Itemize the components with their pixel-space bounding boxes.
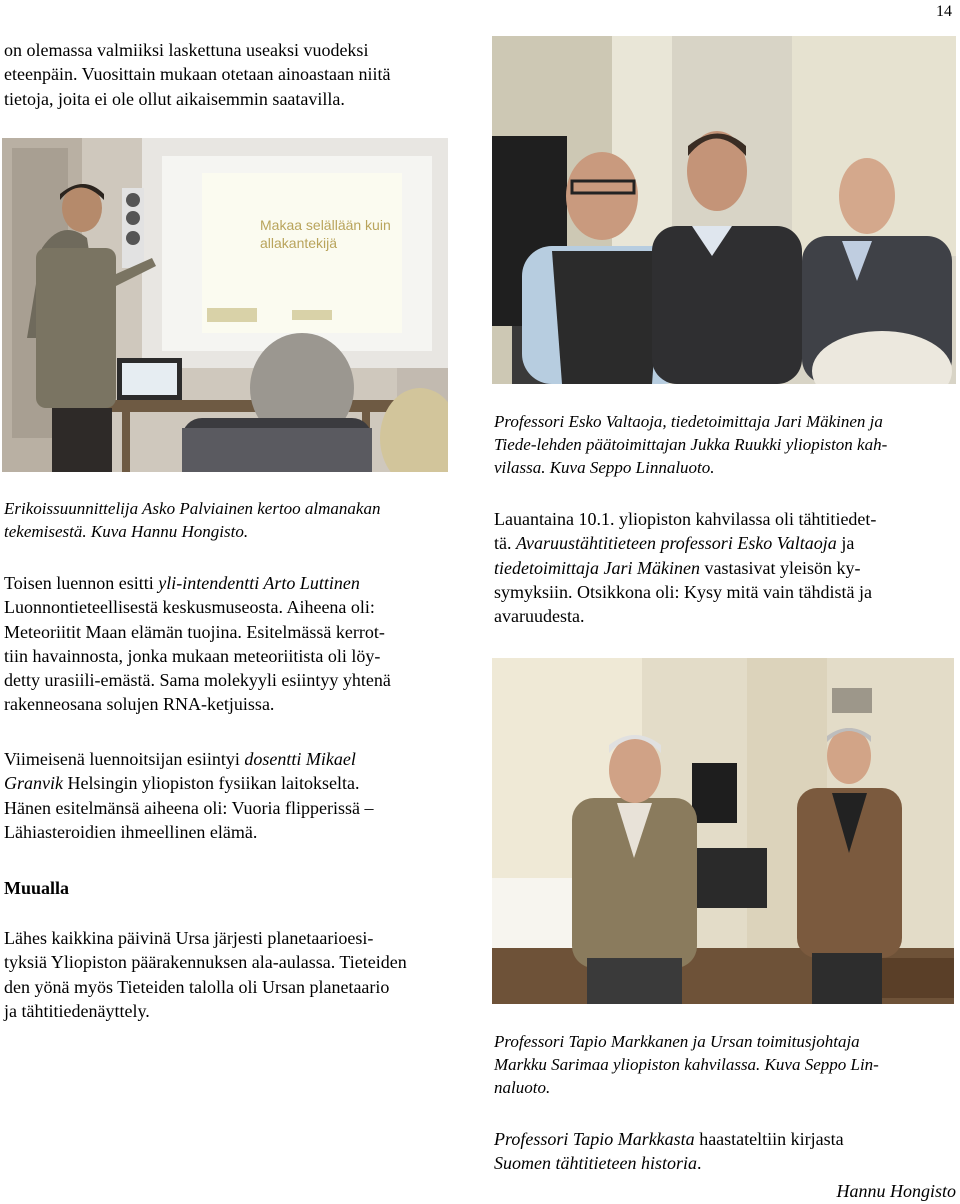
slide-line-1: Makaa selällään kuin xyxy=(260,217,391,233)
text-line: Lähiasteroidien ihmeellinen elämä. xyxy=(4,821,258,842)
text-line: Meteoriitit Maan elämän tuojina. Esitelmässä kerrot- xyxy=(4,621,385,642)
text-line: detty urasiili-emästä. Sama molekyyli esiintyy yhtenä xyxy=(4,670,391,691)
text-line: Suomen tähtitieteen historia. xyxy=(494,1153,702,1174)
text-line: ja tähtitiedenäyttely. xyxy=(4,1000,150,1021)
caption-photo-3 xyxy=(494,1030,879,1100)
caption-line: naluoto. xyxy=(494,1078,551,1098)
text-line: rakenneosana solujen RNA-ketjuissa. xyxy=(4,694,275,715)
text-line: tä. Avaruustähtitieteen professori Esko Valtaoja ja xyxy=(494,533,855,554)
signature: Hannu Hongisto xyxy=(836,1181,956,1201)
text-line: symyksiin. Otsikkona oli: Kysy mitä vain tähdistä ja xyxy=(494,581,872,602)
paragraph-luttinen xyxy=(4,571,391,717)
caption-line: Professori Tapio Markkanen ja Ursan toimitusjohtaja xyxy=(494,1032,860,1051)
text-line: tietoja, joita ei ole ollut aikaisemmin saatavilla. xyxy=(4,88,345,109)
text-line: eteenpäin. Vuosittain mukaan otetaan ainoastaan niitä xyxy=(4,64,391,85)
text-line: Toisen luennon esitti yli-intendentti Arto Luttinen xyxy=(4,573,360,593)
text-line: on olemassa valmiiksi laskettuna useaksi vuodeksi xyxy=(4,40,369,60)
text-line: Lauantaina 10.1. yliopiston kahvilassa oli tähtitiedet- xyxy=(494,509,877,529)
photo-lecturer-presentation xyxy=(2,138,448,472)
text-line: tiin havainnosta, jonka mukaan meteoriitista oli löy- xyxy=(4,645,381,666)
caption-line: tekemisestä. Kuva Hannu Hongisto. xyxy=(4,522,249,542)
text-line: tyksiä Yliopiston päärakennuksen ala-aulassa. Tieteiden xyxy=(4,952,407,973)
text-line: Luonnontieteellisestä keskusmuseosta. Aiheena oli: xyxy=(4,597,375,618)
section-heading: Muualla xyxy=(4,878,70,898)
text-line: avaruudesta. xyxy=(494,606,585,627)
caption-line: vilassa. Kuva Seppo Linnaluoto. xyxy=(494,458,715,478)
text-line: Viimeisenä luennoitsijan esiintyi dosentti Mikael xyxy=(4,749,356,769)
paragraph-muualla xyxy=(4,926,407,1023)
text-line: den yönä myös Tieteiden talolla oli Ursan planetaario xyxy=(4,976,390,997)
paragraph-markkanen xyxy=(494,1127,844,1176)
slide-line-2: allakantekijä xyxy=(260,235,338,251)
caption-line: Tiede-lehden päätoimittajan Jukka Ruukki yliopiston kah- xyxy=(494,435,888,455)
text-line: Hänen esitelmänsä aiheena oli: Vuoria flipperissä – xyxy=(4,797,374,818)
caption-line: Professori Esko Valtaoja, tiedetoimittaja Jari Mäkinen ja xyxy=(494,412,883,431)
page-number: 14 xyxy=(936,3,952,20)
photo-two-speakers xyxy=(492,658,954,1004)
caption-line: Markku Sarimaa yliopiston kahvilassa. Kuva Seppo Lin- xyxy=(494,1055,879,1075)
text-line: tiedetoimittaja Jari Mäkinen vastasivat yleisön ky- xyxy=(494,557,861,578)
caption-photo-2 xyxy=(494,410,887,480)
caption-line: Erikoissuunnittelija Asko Palviainen kertoo almanakan xyxy=(4,499,381,518)
paragraph-kahvila xyxy=(494,507,876,628)
intro-paragraph xyxy=(4,38,390,111)
text-line: Granvik Helsingin yliopiston fysiikan laitokselta. xyxy=(4,773,360,794)
text-line: Professori Tapio Markkasta haastateltiin kirjasta xyxy=(494,1129,844,1149)
text-line: Lähes kaikkina päivinä Ursa järjesti planetaarioesi- xyxy=(4,928,374,948)
caption-photo-1 xyxy=(4,497,380,543)
photo-three-men xyxy=(492,36,956,384)
paragraph-granvik xyxy=(4,747,373,844)
